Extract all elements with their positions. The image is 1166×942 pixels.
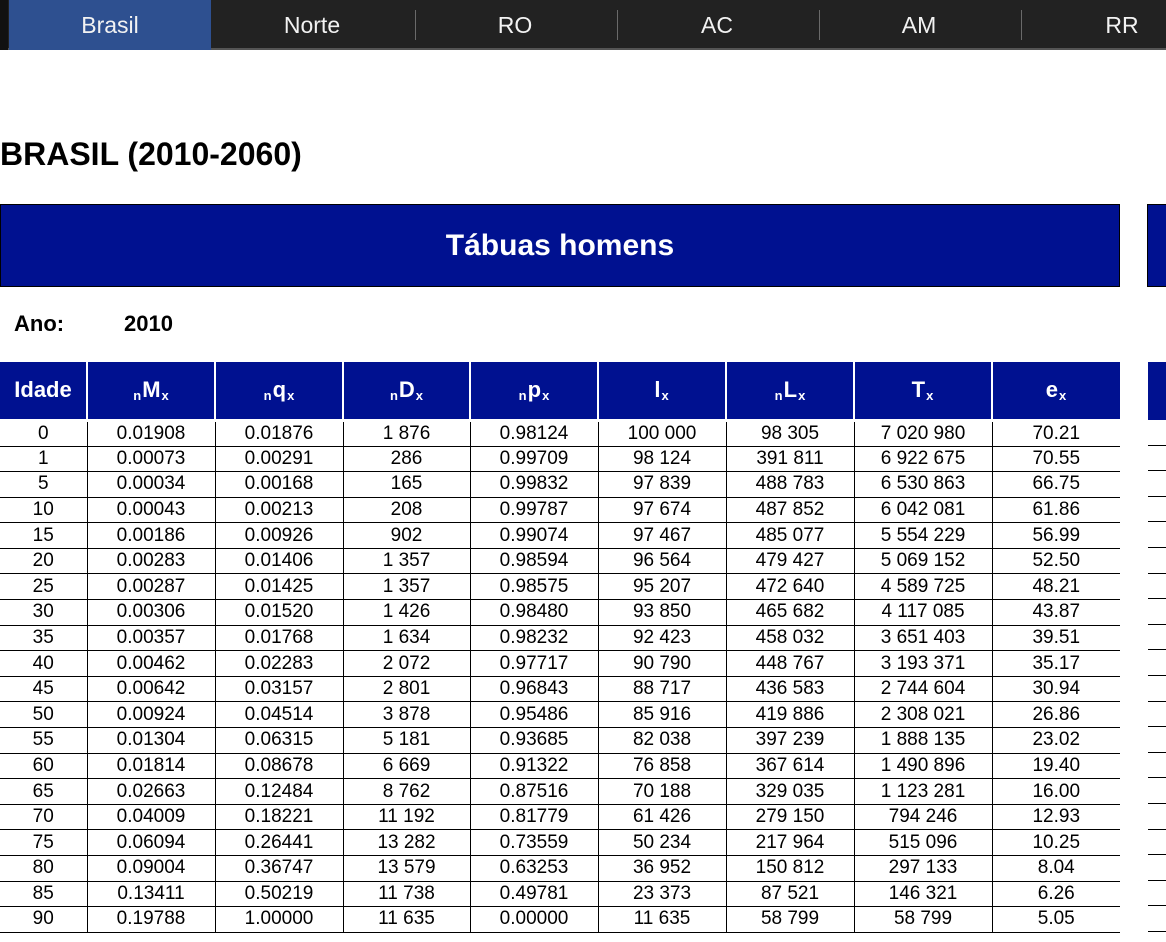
peek-row-line xyxy=(1148,650,1166,676)
table-cell: 0.00306 xyxy=(87,600,215,626)
table-cell: 45 xyxy=(0,676,87,702)
table-cell: 26.86 xyxy=(992,702,1120,728)
table-row xyxy=(0,420,1120,446)
tab-bar-edge xyxy=(0,0,8,50)
table-cell: 76 858 xyxy=(598,753,726,779)
life-table xyxy=(0,362,1120,933)
header-subscript: x xyxy=(1059,388,1067,404)
table-row xyxy=(0,600,1120,626)
table-cell: 0.01425 xyxy=(215,574,343,600)
table-cell: 0.98575 xyxy=(470,574,598,600)
table-cell: 5 xyxy=(0,472,87,498)
peek-row-line xyxy=(1148,522,1166,548)
table-cell: 15 xyxy=(0,523,87,549)
table-cell: 1 634 xyxy=(343,625,470,651)
peek-row-line xyxy=(1148,855,1166,881)
table-cell: 0.99074 xyxy=(470,523,598,549)
header-ndx xyxy=(343,362,470,420)
table-cell: 0.02663 xyxy=(87,779,215,805)
table-cell: 70.55 xyxy=(992,446,1120,472)
table-cell: 2 308 021 xyxy=(854,702,992,728)
header-lx xyxy=(598,362,726,420)
table-cell: 30.94 xyxy=(992,676,1120,702)
table-cell: 0.36747 xyxy=(215,856,343,882)
table-cell: 902 xyxy=(343,523,470,549)
table-cell: 0.01814 xyxy=(87,753,215,779)
peek-row-line xyxy=(1148,420,1166,446)
table-banner-title: Tábuas homens xyxy=(445,228,675,262)
table-cell: 36 952 xyxy=(598,856,726,882)
table-cell: 65 xyxy=(0,779,87,805)
table-cell: 0.00168 xyxy=(215,472,343,498)
table-cell: 0.00283 xyxy=(87,548,215,574)
table-cell: 1 357 xyxy=(343,548,470,574)
table-cell: 19.40 xyxy=(992,753,1120,779)
peek-row-line xyxy=(1148,497,1166,523)
table-cell: 6 922 675 xyxy=(854,446,992,472)
table-cell: 5 069 152 xyxy=(854,548,992,574)
table-row xyxy=(0,856,1120,882)
table-row xyxy=(0,907,1120,933)
header-idade xyxy=(0,362,87,420)
table-cell: 0.00000 xyxy=(470,907,598,933)
header-nmx xyxy=(87,362,215,420)
header-npx xyxy=(470,362,598,420)
table-cell: 0.01406 xyxy=(215,548,343,574)
table-cell: 70 xyxy=(0,804,87,830)
region-tab-bar xyxy=(0,0,1166,50)
table-cell: 0.01304 xyxy=(87,728,215,754)
table-body xyxy=(0,420,1120,932)
header-subscript: x xyxy=(661,388,669,404)
table-cell: 0.81779 xyxy=(470,804,598,830)
table-cell: 82 038 xyxy=(598,728,726,754)
table-cell: 0.04009 xyxy=(87,804,215,830)
table-cell: 515 096 xyxy=(854,830,992,856)
table-cell: 0.00462 xyxy=(87,651,215,677)
table-cell: 0.00034 xyxy=(87,472,215,498)
table-cell: 419 886 xyxy=(726,702,854,728)
table-cell: 0.63253 xyxy=(470,856,598,882)
tab-rr[interactable]: RR xyxy=(1105,11,1139,38)
header-subscript: x xyxy=(798,388,806,404)
table-cell: 0.00926 xyxy=(215,523,343,549)
peek-row-line xyxy=(1148,471,1166,497)
table-cell: 0.87516 xyxy=(470,779,598,805)
header-symbol: Idade xyxy=(14,377,72,403)
table-cell: 488 783 xyxy=(726,472,854,498)
table-cell: 1 876 xyxy=(343,420,470,446)
table-cell: 85 xyxy=(0,881,87,907)
table-cell: 487 852 xyxy=(726,497,854,523)
header-nqx xyxy=(215,362,343,420)
table-cell: 70 188 xyxy=(598,779,726,805)
table-cell: 11 635 xyxy=(343,907,470,933)
table-cell: 96 564 xyxy=(598,548,726,574)
table-cell: 2 801 xyxy=(343,676,470,702)
table-cell: 485 077 xyxy=(726,523,854,549)
table-cell: 1 xyxy=(0,446,87,472)
header-prefix: n xyxy=(389,388,398,404)
peek-row-line xyxy=(1148,599,1166,625)
table-row xyxy=(0,881,1120,907)
table-cell: 0 xyxy=(0,420,87,446)
table-row xyxy=(0,804,1120,830)
table-cell: 0.98480 xyxy=(470,600,598,626)
table-cell: 0.00357 xyxy=(87,625,215,651)
table-row xyxy=(0,779,1120,805)
header-symbol: q xyxy=(272,377,287,403)
table-cell: 90 xyxy=(0,907,87,933)
table-cell: 20 xyxy=(0,548,87,574)
table-cell: 90 790 xyxy=(598,651,726,677)
table-banner xyxy=(0,204,1120,287)
table-cell: 436 583 xyxy=(726,676,854,702)
table-cell: 0.01768 xyxy=(215,625,343,651)
peek-row-line xyxy=(1148,625,1166,651)
year-value: 2010 xyxy=(124,311,173,336)
tab-ac[interactable]: AC xyxy=(701,11,733,38)
table-cell: 465 682 xyxy=(726,600,854,626)
table-cell: 4 589 725 xyxy=(854,574,992,600)
table-cell: 0.00291 xyxy=(215,446,343,472)
table-cell: 8.04 xyxy=(992,856,1120,882)
table-cell: 5 554 229 xyxy=(854,523,992,549)
header-nlx xyxy=(726,362,854,420)
table-row xyxy=(0,830,1120,856)
table-cell: 1 123 281 xyxy=(854,779,992,805)
table-row xyxy=(0,753,1120,779)
table-cell: 39.51 xyxy=(992,625,1120,651)
table-cell: 56.99 xyxy=(992,523,1120,549)
table-cell: 11 192 xyxy=(343,804,470,830)
table-cell: 0.06315 xyxy=(215,728,343,754)
peek-row-line xyxy=(1148,574,1166,600)
table-cell: 0.95486 xyxy=(470,702,598,728)
table-cell: 472 640 xyxy=(726,574,854,600)
table-cell: 1 490 896 xyxy=(854,753,992,779)
table-cell: 0.99709 xyxy=(470,446,598,472)
table-cell: 30 xyxy=(0,600,87,626)
table-cell: 0.04514 xyxy=(215,702,343,728)
table-cell: 8 762 xyxy=(343,779,470,805)
table-cell: 297 133 xyxy=(854,856,992,882)
table-cell: 0.00213 xyxy=(215,497,343,523)
table-cell: 0.08678 xyxy=(215,753,343,779)
header-subscript: x xyxy=(415,388,424,404)
table-cell: 100 000 xyxy=(598,420,726,446)
table-cell: 0.98594 xyxy=(470,548,598,574)
table-cell: 10.25 xyxy=(992,830,1120,856)
table-cell: 0.00642 xyxy=(87,676,215,702)
table-cell: 0.49781 xyxy=(470,881,598,907)
table-cell: 7 020 980 xyxy=(854,420,992,446)
table-cell: 75 xyxy=(0,830,87,856)
table-cell: 0.18221 xyxy=(215,804,343,830)
next-banner-peek xyxy=(1147,204,1166,287)
table-cell: 50 xyxy=(0,702,87,728)
peek-row-line xyxy=(1148,753,1166,779)
table-cell: 98 124 xyxy=(598,446,726,472)
table-cell: 35 xyxy=(0,625,87,651)
table-cell: 1 357 xyxy=(343,574,470,600)
header-symbol: T xyxy=(911,377,926,403)
table-header-row xyxy=(0,362,1120,420)
header-symbol: D xyxy=(398,377,415,403)
table-cell: 0.26441 xyxy=(215,830,343,856)
tab-norte[interactable]: Norte xyxy=(283,11,341,38)
peek-row-line xyxy=(1148,727,1166,753)
peek-row-line xyxy=(1148,676,1166,702)
table-row xyxy=(0,446,1120,472)
table-cell: 0.98232 xyxy=(470,625,598,651)
header-symbol: L xyxy=(783,377,798,403)
peek-row-line xyxy=(1148,881,1166,907)
table-cell: 0.13411 xyxy=(87,881,215,907)
table-cell: 208 xyxy=(343,497,470,523)
table-cell: 60 xyxy=(0,753,87,779)
table-cell: 391 811 xyxy=(726,446,854,472)
peek-row-line xyxy=(1148,804,1166,830)
table-cell: 58 799 xyxy=(854,907,992,933)
table-cell: 165 xyxy=(343,472,470,498)
table-cell: 0.96843 xyxy=(470,676,598,702)
table-cell: 61.86 xyxy=(992,497,1120,523)
table-cell: 0.99832 xyxy=(470,472,598,498)
table-cell: 11 738 xyxy=(343,881,470,907)
table-cell: 5 181 xyxy=(343,728,470,754)
table-cell: 0.99787 xyxy=(470,497,598,523)
peek-row-line xyxy=(1148,446,1166,472)
next-table-rows-peek xyxy=(1148,420,1166,942)
peek-row-line xyxy=(1148,830,1166,856)
table-cell: 0.09004 xyxy=(87,856,215,882)
header-subscript: x xyxy=(926,388,934,404)
table-cell: 479 427 xyxy=(726,548,854,574)
peek-row-line xyxy=(1148,906,1166,932)
table-cell: 150 812 xyxy=(726,856,854,882)
table-cell: 0.19788 xyxy=(87,907,215,933)
tab-ro[interactable]: RO xyxy=(497,11,533,38)
table-row xyxy=(0,548,1120,574)
header-prefix: n xyxy=(263,388,272,404)
table-cell: 25 xyxy=(0,574,87,600)
header-symbol: M xyxy=(142,377,161,403)
table-cell: 0.00287 xyxy=(87,574,215,600)
table-cell: 95 207 xyxy=(598,574,726,600)
table-cell: 3 878 xyxy=(343,702,470,728)
header-symbol: p xyxy=(527,377,542,403)
table-cell: 0.01520 xyxy=(215,600,343,626)
table-cell: 4 117 085 xyxy=(854,600,992,626)
table-cell: 6.26 xyxy=(992,881,1120,907)
table-cell: 52.50 xyxy=(992,548,1120,574)
table-cell: 11 635 xyxy=(598,907,726,933)
table-cell: 23 373 xyxy=(598,881,726,907)
table-cell: 88 717 xyxy=(598,676,726,702)
table-cell: 13 282 xyxy=(343,830,470,856)
table-cell: 0.00073 xyxy=(87,446,215,472)
table-cell: 43.87 xyxy=(992,600,1120,626)
table-cell: 48.21 xyxy=(992,574,1120,600)
table-row xyxy=(0,625,1120,651)
header-prefix: n xyxy=(774,388,783,404)
header-symbol: l xyxy=(654,377,661,403)
table-cell: 2 744 604 xyxy=(854,676,992,702)
table-cell: 146 321 xyxy=(854,881,992,907)
table-cell: 66.75 xyxy=(992,472,1120,498)
table-cell: 2 072 xyxy=(343,651,470,677)
table-row xyxy=(0,702,1120,728)
table-cell: 0.00186 xyxy=(87,523,215,549)
table-cell: 61 426 xyxy=(598,804,726,830)
table-row xyxy=(0,574,1120,600)
header-prefix: n xyxy=(133,388,142,404)
table-cell: 50 234 xyxy=(598,830,726,856)
table-cell: 80 xyxy=(0,856,87,882)
table-cell: 397 239 xyxy=(726,728,854,754)
table-row xyxy=(0,651,1120,677)
table-cell: 97 467 xyxy=(598,523,726,549)
table-row xyxy=(0,728,1120,754)
table-cell: 0.98124 xyxy=(470,420,598,446)
table-row xyxy=(0,472,1120,498)
header-tx xyxy=(854,362,992,420)
page-title: BRASIL (2010-2060) xyxy=(0,136,302,172)
table-cell: 12.93 xyxy=(992,804,1120,830)
table-cell: 0.97717 xyxy=(470,651,598,677)
table-cell: 329 035 xyxy=(726,779,854,805)
table-cell: 40 xyxy=(0,651,87,677)
table-cell: 1 426 xyxy=(343,600,470,626)
table-cell: 85 916 xyxy=(598,702,726,728)
table-cell: 97 674 xyxy=(598,497,726,523)
table-cell: 10 xyxy=(0,497,87,523)
table-cell: 3 651 403 xyxy=(854,625,992,651)
table-cell: 3 193 371 xyxy=(854,651,992,677)
table-cell: 87 521 xyxy=(726,881,854,907)
table-cell: 0.02283 xyxy=(215,651,343,677)
table-row xyxy=(0,523,1120,549)
header-prefix: n xyxy=(518,388,527,404)
table-cell: 0.93685 xyxy=(470,728,598,754)
table-cell: 367 614 xyxy=(726,753,854,779)
table-cell: 0.00043 xyxy=(87,497,215,523)
next-table-header-peek xyxy=(1148,362,1166,420)
table-cell: 23.02 xyxy=(992,728,1120,754)
peek-row-line xyxy=(1148,778,1166,804)
table-cell: 0.73559 xyxy=(470,830,598,856)
table-cell: 97 839 xyxy=(598,472,726,498)
header-subscript: x xyxy=(287,388,295,404)
table-cell: 35.17 xyxy=(992,651,1120,677)
tab-am[interactable]: AM xyxy=(901,11,937,38)
table-cell: 0.01876 xyxy=(215,420,343,446)
table-cell: 1 888 135 xyxy=(854,728,992,754)
peek-row-line xyxy=(1148,702,1166,728)
table-cell: 0.00924 xyxy=(87,702,215,728)
table-cell: 0.50219 xyxy=(215,881,343,907)
table-cell: 0.12484 xyxy=(215,779,343,805)
table-cell: 98 305 xyxy=(726,420,854,446)
table-cell: 6 669 xyxy=(343,753,470,779)
tab-brasil[interactable]: Brasil xyxy=(9,0,211,50)
header-ex xyxy=(992,362,1120,420)
table-cell: 6 042 081 xyxy=(854,497,992,523)
table-row xyxy=(0,497,1120,523)
table-cell: 217 964 xyxy=(726,830,854,856)
table-cell: 92 423 xyxy=(598,625,726,651)
table-cell: 1.00000 xyxy=(215,907,343,933)
table-cell: 13 579 xyxy=(343,856,470,882)
table-cell: 58 799 xyxy=(726,907,854,933)
table-cell: 279 150 xyxy=(726,804,854,830)
table-cell: 0.03157 xyxy=(215,676,343,702)
table-cell: 55 xyxy=(0,728,87,754)
table-cell: 794 246 xyxy=(854,804,992,830)
table-cell: 448 767 xyxy=(726,651,854,677)
table-cell: 93 850 xyxy=(598,600,726,626)
peek-row-line xyxy=(1148,548,1166,574)
table-cell: 458 032 xyxy=(726,625,854,651)
header-symbol: e xyxy=(1045,377,1058,403)
header-subscript: x xyxy=(161,388,169,404)
table-cell: 6 530 863 xyxy=(854,472,992,498)
table-cell: 16.00 xyxy=(992,779,1120,805)
table-cell: 286 xyxy=(343,446,470,472)
year-label: Ano: xyxy=(14,311,65,336)
table-cell: 70.21 xyxy=(992,420,1120,446)
table-row xyxy=(0,676,1120,702)
table-cell: 5.05 xyxy=(992,907,1120,933)
header-subscript: x xyxy=(542,388,550,404)
table-cell: 0.91322 xyxy=(470,753,598,779)
table-cell: 0.06094 xyxy=(87,830,215,856)
table-cell: 0.01908 xyxy=(87,420,215,446)
